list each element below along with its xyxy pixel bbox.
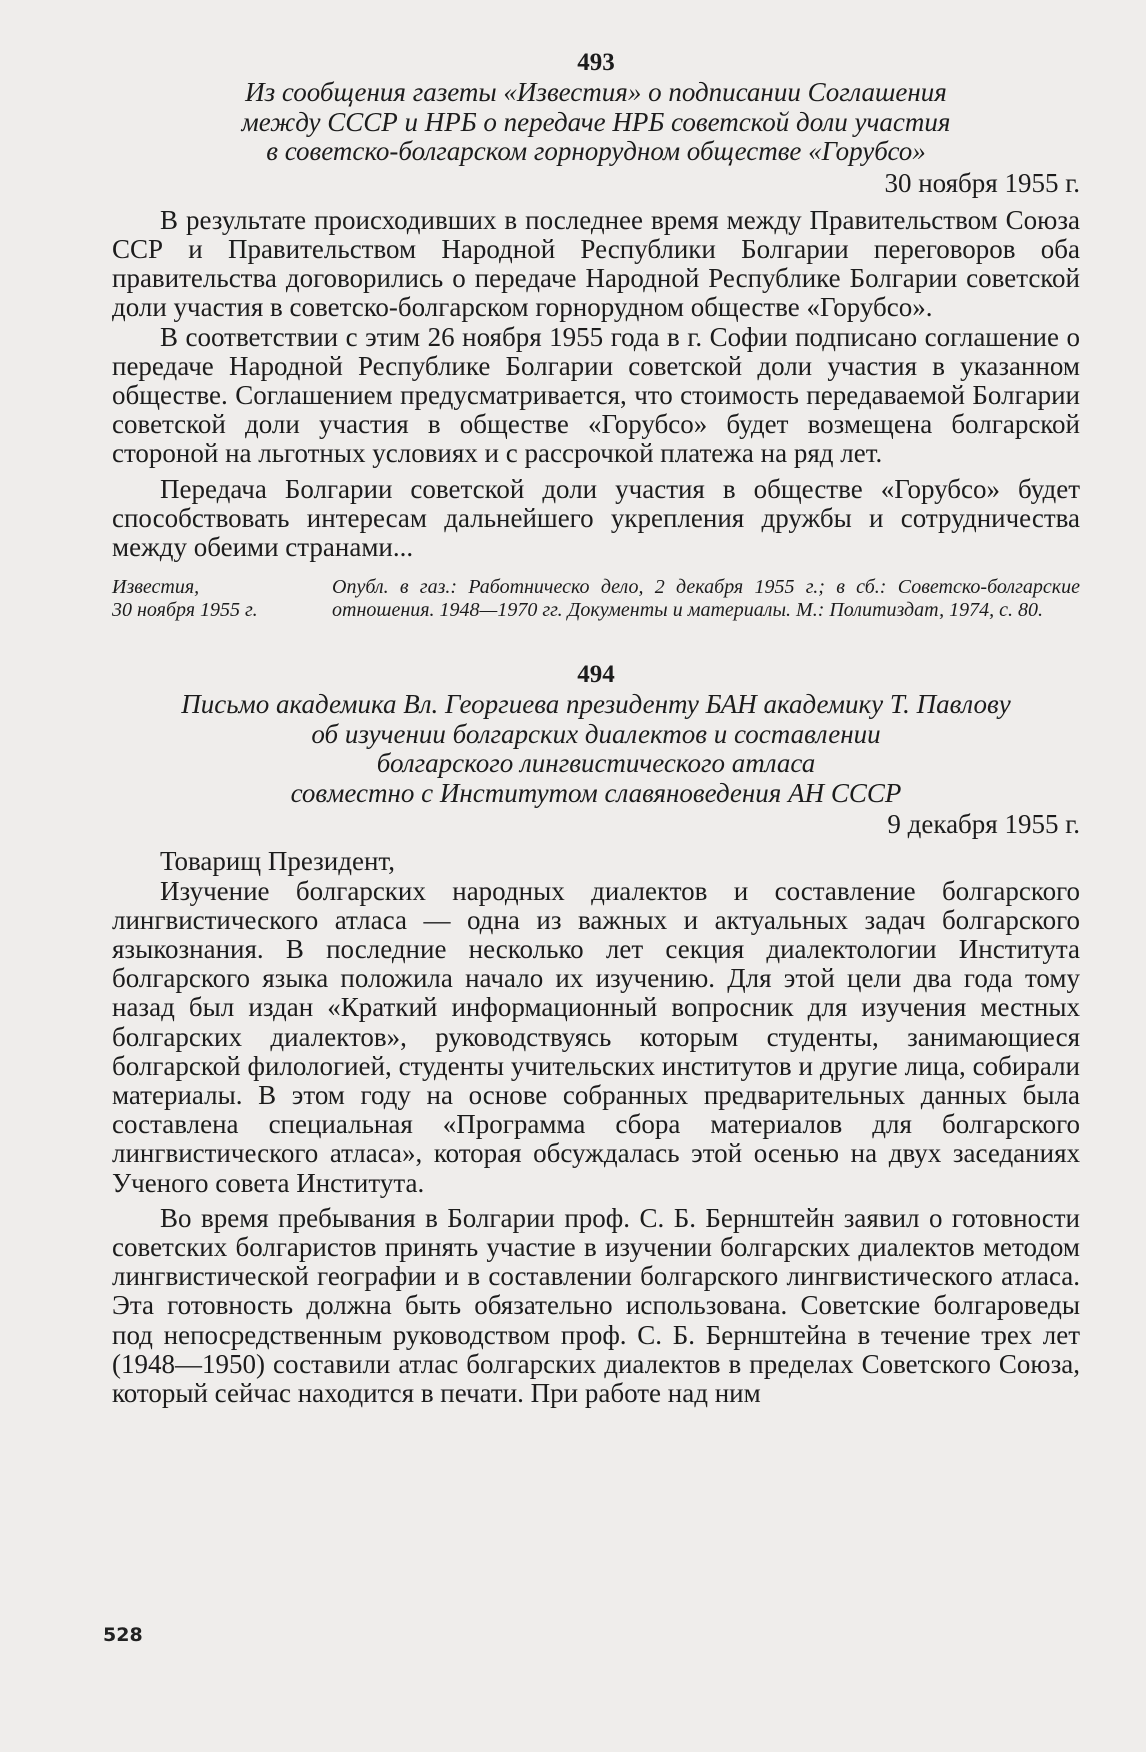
paragraph: Изучение болгарских народных диалектов и составление болгарского лингвистического атласа — одна из важных и актуальных задач болгарского языкознания. В последние несколько лет секция диалектологии Института болгарского языка положила начало их изучению. Для этой цели два года тому назад был издан «Краткий информационный вопросник для изучения местных болгарских диалектов», руководствуясь которым студенты, занимающиеся болгарской филологией, студенты учительских институтов и другие лица, собирали материалы. В этом году на основе собранных предварительных данных была составлена специальная «Программа сбора материалов для болгарского лингвистического атласа», которая обсуждалась этой осенью на двух заседаниях Ученого совета Института. — [112, 875, 1080, 1198]
document-494 — [112, 660, 1080, 1408]
page-number: 528 — [103, 1624, 143, 1646]
paragraph: В результате происходивших в последнее время между Правительством Союза ССР и Правительством Народной Республики Болгарии переговоров оба правительства договорились о передаче Народной Республике Болгарии советской доли участия в советско-болгарском горнорудном обществе «Горубсо». — [112, 204, 1080, 323]
title-line: в советско-болгарском горнорудном обществе «Горубсо» — [266, 136, 926, 166]
section-spacer — [112, 622, 1080, 660]
document-number: 493 — [577, 49, 615, 76]
salutation: Товарищ Президент, — [160, 846, 395, 877]
paragraph: Во время пребывания в Болгарии проф. С. Б. Бернштейн заявил о готовности советских болгаристов принять участие в изучении болгарских диалектов методом лингвистической географии и в составлении болгарского лингвистического атласа. Эта готовность должна быть обязательно использована. Советские болгароведы под непосредственным руководством проф. С. Б. Бернштейна в течение трех лет (1948—1950) составили атлас болгарских диалектов в пределах Советского Союза, который сейчас находится в печати. При работе над ним — [112, 1202, 1080, 1408]
source-origin-line: Известия, — [112, 576, 200, 599]
document-493 — [112, 48, 1080, 622]
source-origin-line: 30 ноября 1955 г. — [112, 599, 258, 622]
paragraph: Передача Болгарии советской доли участия в обществе «Горубсо» будет способствовать интересам дальнейшего укрепления дружбы и сотрудничества между обеими странами... — [112, 473, 1080, 562]
title-line: совместно с Институтом славяноведения АН СССР — [290, 777, 902, 808]
document-number: 494 — [577, 661, 615, 689]
title-line: между СССР и НРБ о передаче НРБ советской доли участия — [241, 106, 951, 137]
document-date: 9 декабря 1955 г. — [887, 809, 1080, 840]
document-title — [92, 690, 1100, 808]
source-origin — [112, 576, 332, 622]
document-title — [122, 78, 1070, 167]
title-line: об изучении болгарских диалектов и составлении — [311, 718, 881, 749]
document-date: 30 ноября 1955 г. — [884, 167, 1080, 198]
paragraph: В соответствии с этим 26 ноября 1955 года в г. Софии подписано соглашение о передаче Народной Республике Болгарии советской доли участия в указанном обществе. Соглашением предусматривается, что стоимость передаваемой Болгарии советской доли участия в обществе «Горубсо» будет возмещена болгарской стороной на льготных условиях и с рассрочкой платежа на ряд лет. — [112, 321, 1080, 469]
title-line: Письмо академика Вл. Георгиева президенту БАН академику Т. Павлову — [181, 689, 1011, 720]
source-note — [112, 576, 1080, 622]
page-body — [112, 48, 1080, 1408]
source-publication: Опубл. в газ.: Работническо дело, 2 декабря 1955 г.; в сб.: Советско-болгарские отношения. 1948—1970 гг. Документы и материалы. М.: Политиздат, 1974, с. 80. — [332, 576, 1080, 622]
title-line: болгарского лингвистического атласа — [376, 748, 816, 779]
title-line: Из сообщения газеты «Известия» о подписании Соглашения — [245, 77, 947, 107]
